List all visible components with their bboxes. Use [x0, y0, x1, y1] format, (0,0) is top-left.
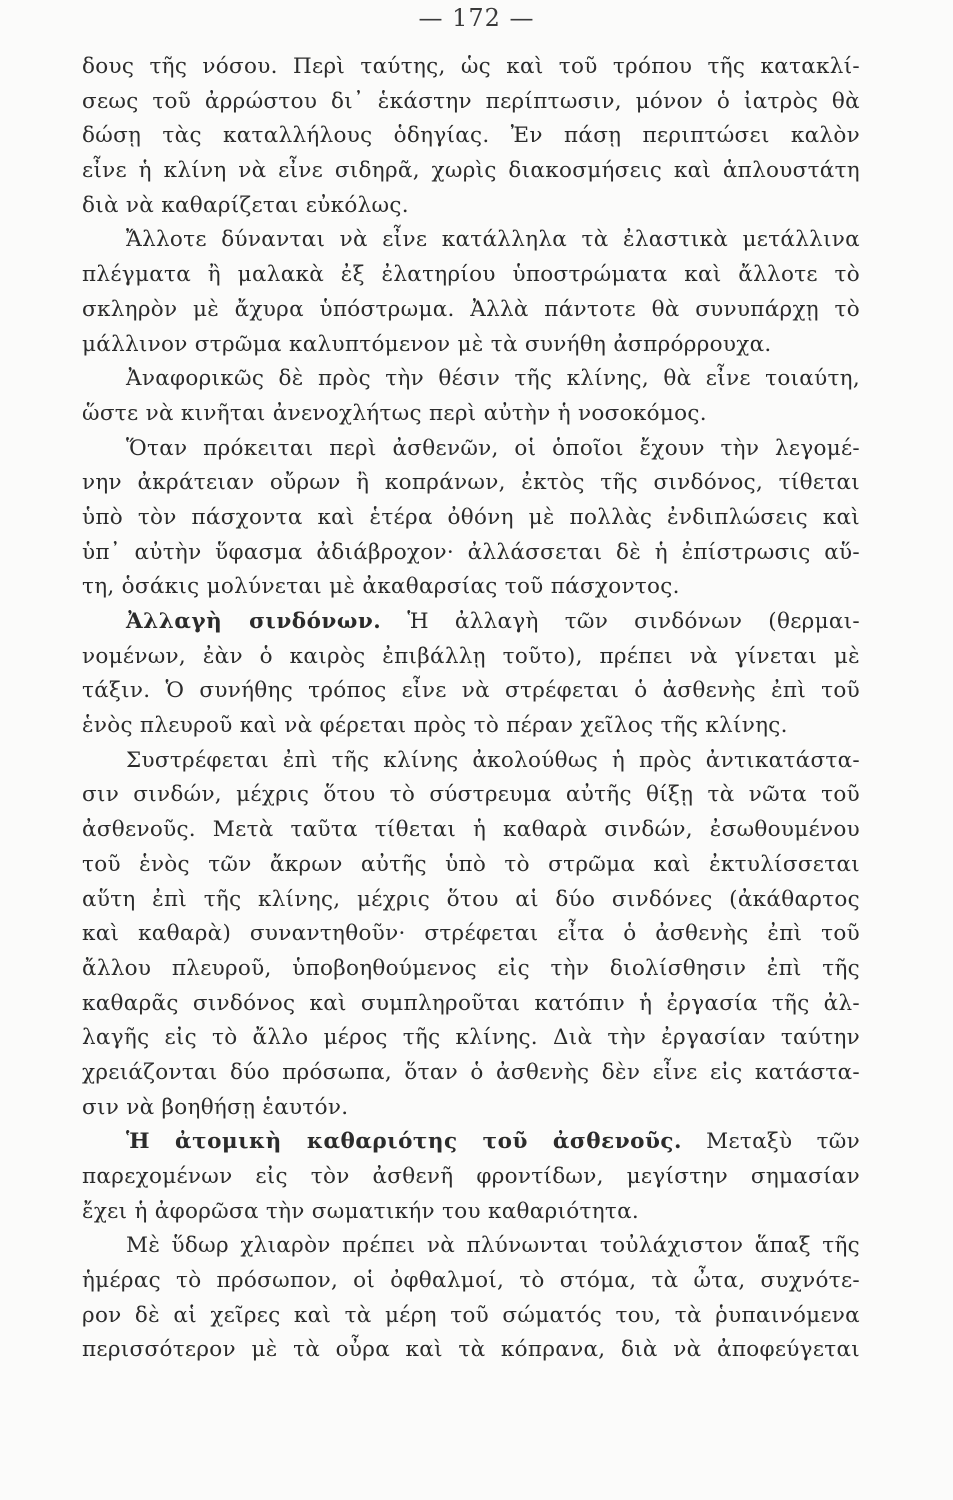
line-text: ἄλλου πλευροῦ, ὑποβοηθούμενος εἰς τὴν διολίσθησιν ἐπὶ τῆς — [82, 955, 860, 981]
text-line — [82, 293, 860, 328]
line-text: Ἄλλοτε δύνανται νὰ εἶνε κατάλληλα τὰ ἐλαστικὰ μετάλλινα — [126, 227, 860, 253]
line-text: αὕτη ἐπὶ τῆς κλίνης, μέχρις ὅτου αἱ δύο σινδόνες (ἀκάθαρτος — [82, 886, 860, 912]
text-line — [82, 362, 860, 397]
line-text: δώσῃ τὰς καταλλήλους ὁδηγίας. Ἐν πάσῃ περιπτώσει καλὸν — [82, 123, 860, 149]
line-text: καθαρᾶς σινδόνος καὶ συμπληροῦται κατόπιν ἡ ἐργασία τῆς ἀλ- — [82, 990, 860, 1016]
line-text: χρειάζονται δύο πρόσωπα, ὅταν ὁ ἀσθενὴς δὲν εἶνε εἰς κατάστα- — [82, 1059, 860, 1085]
text-line — [82, 744, 860, 779]
line-text: ὑπ᾽ αὐτὴν ὕφασμα ἀδιάβροχον· ἀλλάσσεται δὲ ἡ ἐπίστρωσις αὕ- — [82, 539, 860, 565]
section-heading: Ἀλλαγὴ σινδόνων. — [126, 609, 382, 634]
text-line — [82, 778, 860, 813]
text-line — [82, 952, 860, 987]
line-text: δους τῆς νόσου. Περὶ ταύτης, ὡς καὶ τοῦ τρόπου τῆς κατακλί- — [82, 54, 860, 79]
text-line — [82, 119, 860, 154]
text-line — [82, 154, 860, 189]
text-line — [82, 1195, 860, 1230]
text-line — [82, 640, 860, 675]
text-line — [82, 1264, 860, 1299]
text-line — [82, 917, 860, 952]
text-line — [82, 674, 860, 709]
line-text: ἔχει ἡ ἀφορῶσα τὴν σωματικήν του καθαριότητα. — [82, 1198, 640, 1224]
page-number: — 172 — — [418, 4, 535, 32]
text-line — [82, 223, 860, 258]
text-line — [82, 1021, 860, 1056]
line-text: σιν νὰ βοηθήσῃ ἑαυτόν. — [82, 1094, 349, 1120]
text-line — [82, 50, 860, 85]
line-text: Μεταξὺ τῶν — [681, 1129, 860, 1155]
text-line — [82, 1333, 860, 1368]
text-line — [82, 987, 860, 1022]
line-text: σεως τοῦ ἀρρώστου δι᾽ ἑκάστην περίπτωσιν, μόνον ὁ ἰατρὸς θὰ — [82, 88, 860, 114]
line-text: Ὅταν πρόκειται περὶ ἀσθενῶν, οἱ ὁποῖοι ἔχουν τὴν λεγομέ- — [126, 435, 860, 461]
text-line — [82, 1091, 860, 1126]
text-line — [82, 1229, 860, 1264]
line-text: περισσότερον μὲ τὰ οὖρα καὶ τὰ κόπρανα, διὰ νὰ ἀποφεύγεται — [82, 1337, 860, 1363]
text-line — [82, 258, 860, 293]
line-text: Συστρέφεται ἐπὶ τῆς κλίνης ἀκολούθως ἡ πρὸς ἀντικατάστα- — [126, 747, 860, 773]
text-line — [82, 328, 860, 363]
text-line — [82, 501, 860, 536]
text-line — [82, 1299, 860, 1334]
text-line — [82, 570, 860, 605]
line-text: μάλλινον στρῶμα καλυπτόμενον μὲ τὰ συνήθη ἀσπρόρρουχα. — [82, 331, 772, 357]
line-text: ὥστε νὰ κινῆται ἀνενοχλήτως περὶ αὐτὴν ἡ νοσοκόμος. — [82, 400, 707, 426]
text-line — [82, 848, 860, 883]
line-text: σιν σινδών, μέχρις ὅτου τὸ σύστρευμα αὐτῆς θίξῃ τὰ νῶτα τοῦ — [82, 782, 860, 808]
line-text: Ἡ ἀλλαγὴ τῶν σινδόνων (θερμαι- — [381, 609, 860, 634]
section-heading: Ἡ ἀτομικὴ καθαριότης τοῦ ἀσθενοῦς. — [126, 1129, 682, 1155]
text-line — [82, 1160, 860, 1195]
text-line — [82, 189, 860, 224]
text-line — [82, 1056, 860, 1091]
line-text: πλέγματα ἢ μαλακὰ ἐξ ἐλατηρίου ὑποστρώματα καὶ ἄλλοτε τὸ — [82, 262, 860, 288]
line-text: διὰ νὰ καθαρίζεται εὐκόλως. — [82, 192, 409, 218]
line-text: ρον δὲ αἱ χεῖρες καὶ τὰ μέρη τοῦ σώματός του, τὰ ῥυπαινόμενα — [82, 1302, 860, 1328]
text-line — [82, 536, 860, 571]
line-text: τη, ὁσάκις μολύνεται μὲ ἀκαθαρσίας τοῦ πάσχοντος. — [82, 574, 680, 600]
text-line — [82, 883, 860, 918]
text-line — [82, 605, 860, 640]
text-line — [82, 709, 860, 744]
body-text — [82, 50, 860, 1368]
line-text: Μὲ ὕδωρ χλιαρὸν πρέπει νὰ πλύνωνται τοὐλάχιστον ἅπαξ τῆς — [126, 1233, 860, 1259]
text-line — [82, 466, 860, 501]
line-text: καὶ καθαρὰ) συναντηθοῦν· στρέφεται εἶτα ὁ ἀσθενὴς ἐπὶ τοῦ — [82, 921, 860, 947]
text-line — [82, 85, 860, 120]
text-line — [82, 397, 860, 432]
line-text: νομένων, ἐὰν ὁ καιρὸς ἐπιβάλλῃ τοῦτο), πρέπει νὰ γίνεται μὲ — [82, 643, 860, 669]
line-text: εἶνε ἡ κλίνη νὰ εἶνε σιδηρᾶ, χωρὶς διακοσμήσεις καὶ ἁπλουστάτη — [82, 158, 860, 184]
text-line — [82, 432, 860, 467]
line-text: σκληρὸν μὲ ἄχυρα ὑπόστρωμα. Ἀλλὰ πάντοτε θὰ συνυπάρχῃ τὸ — [82, 296, 860, 322]
line-text: ἀσθενοῦς. Μετὰ ταῦτα τίθεται ἡ καθαρὰ σινδών, ἐσωθουμένου — [82, 817, 860, 843]
text-line — [82, 813, 860, 848]
line-text: ἑνὸς πλευροῦ καὶ νὰ φέρεται πρὸς τὸ πέραν χεῖλος τῆς κλίνης. — [82, 713, 788, 739]
line-text: τάξιν. Ὁ συνήθης τρόπος εἶνε νὰ στρέφεται ὁ ἀσθενὴς ἐπὶ τοῦ — [82, 678, 860, 704]
line-text: τοῦ ἑνὸς τῶν ἄκρων αὐτῆς ὑπὸ τὸ στρῶμα καὶ ἐκτυλίσσεται — [82, 851, 860, 877]
text-line — [82, 1125, 860, 1160]
line-text: νην ἀκράτειαν οὔρων ἢ κοπράνων, ἐκτὸς τῆς σινδόνος, τίθεται — [82, 470, 860, 496]
line-text: Ἀναφορικῶς δὲ πρὸς τὴν θέσιν τῆς κλίνης, θὰ εἶνε τοιαύτη, — [126, 366, 860, 392]
line-text: ἡμέρας τὸ πρόσωπον, οἱ ὀφθαλμοί, τὸ στόμα, τὰ ὦτα, συχνότε- — [82, 1268, 860, 1294]
line-text: παρεχομένων εἰς τὸν ἀσθενῆ φροντίδων, μεγίστην σημασίαν — [82, 1164, 860, 1189]
line-text: ὑπὸ τὸν πάσχοντα καὶ ἑτέρα ὀθόνη μὲ πολλὰς ἐνδιπλώσεις καὶ — [82, 504, 860, 530]
line-text: λαγῆς εἰς τὸ ἄλλο μέρος τῆς κλίνης. Διὰ τὴν ἐργασίαν ταύτην — [82, 1025, 860, 1051]
